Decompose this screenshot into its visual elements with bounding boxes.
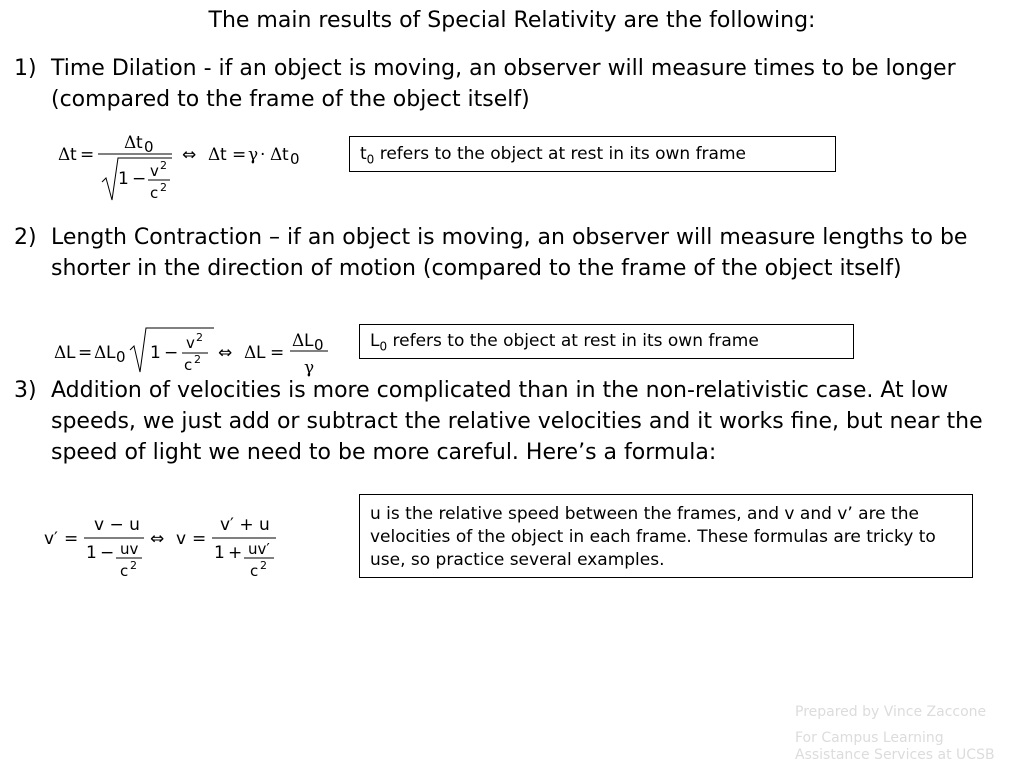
svg-text:0: 0 — [144, 138, 154, 156]
svg-text:L: L — [256, 343, 266, 363]
svg-text:1: 1 — [214, 543, 225, 563]
svg-text:Δ: Δ — [54, 343, 67, 363]
velocity-addition-formula — [40, 508, 290, 584]
svg-text:Δ: Δ — [94, 343, 107, 363]
svg-text:Δ: Δ — [58, 145, 71, 165]
svg-text:v: v — [150, 162, 159, 180]
note-symbol: L — [370, 331, 380, 351]
svg-text:2: 2 — [194, 353, 201, 366]
svg-text:v: v — [176, 529, 187, 549]
length-rest-note — [359, 324, 854, 359]
svg-text:γ: γ — [304, 358, 315, 378]
author-credit: Prepared by Vince Zaccone — [795, 704, 987, 720]
svg-text:−: − — [100, 543, 115, 563]
svg-text:Δ: Δ — [292, 331, 305, 351]
svg-text:=: = — [80, 145, 95, 165]
item-text: Length Contraction – if an object is moving, an observer will measure lengths to be shorter in the direction of motion (compared to the frame of the object itself) — [51, 225, 968, 281]
svg-text:2: 2 — [160, 159, 167, 172]
svg-text:L: L — [106, 343, 116, 363]
svg-text:c: c — [184, 356, 193, 374]
svg-text:v − u: v − u — [94, 515, 140, 535]
svg-text:=: = — [192, 529, 207, 549]
svg-text:=: = — [270, 343, 285, 363]
svg-text:−: − — [132, 169, 147, 189]
item-text: Time Dilation - if an object is moving, an observer will measure times to be longer (compared to the frame of the object itself) — [51, 56, 956, 112]
note-text: refers to the object at rest in its own frame — [387, 331, 759, 351]
svg-text:c: c — [120, 562, 129, 580]
svg-text:Δ: Δ — [208, 145, 221, 165]
svg-text:1: 1 — [118, 169, 129, 189]
svg-text:c: c — [150, 184, 159, 202]
item-number: 3) — [14, 378, 37, 403]
note-subscript: 0 — [366, 152, 375, 167]
organization-credit: For Campus Learning Assistance Services at UCSB — [795, 730, 995, 763]
svg-text:0: 0 — [314, 336, 324, 354]
svg-text:uv′: uv′ — [248, 540, 270, 558]
svg-text:1: 1 — [86, 543, 97, 563]
svg-text:2: 2 — [160, 181, 167, 194]
velocity-note: u is the relative speed between the frames, and v and v’ are the velocities of the object in each frame. These formulas are tricky to use, so practice several examples. — [359, 494, 973, 578]
svg-text:γ: γ — [248, 145, 259, 165]
svg-text:1: 1 — [150, 343, 161, 363]
svg-text:t: t — [282, 145, 289, 165]
svg-text:·: · — [260, 145, 266, 165]
item-number: 1) — [14, 56, 37, 81]
svg-text:t: t — [220, 145, 227, 165]
note-text: refers to the object at rest in its own frame — [374, 144, 746, 164]
list-item-time-dilation — [14, 53, 1014, 115]
svg-text:0: 0 — [290, 150, 300, 168]
svg-text:⇔: ⇔ — [150, 529, 165, 549]
svg-text:⇔: ⇔ — [182, 145, 197, 165]
svg-text:Δ: Δ — [124, 133, 137, 153]
item-number: 2) — [14, 225, 37, 250]
time-rest-note — [349, 136, 836, 172]
svg-text:Δ: Δ — [270, 145, 283, 165]
time-dilation-formula — [52, 126, 332, 208]
svg-text:L: L — [66, 343, 76, 363]
svg-text:+: + — [228, 543, 243, 563]
page-title: The main results of Special Relativity are the following: — [208, 8, 816, 33]
svg-text:=: = — [232, 145, 247, 165]
svg-text:2: 2 — [130, 559, 137, 572]
svg-text:=: = — [78, 343, 93, 363]
svg-text:t: t — [70, 145, 77, 165]
note-subscript: 0 — [379, 339, 388, 354]
item-text: Addition of velocities is more complicated than in the non-relativistic case. At low speeds, we just add or subtract the relative velocities and it works fine, but near the speed of light we need to be more careful. Here’s a formula: — [51, 378, 983, 465]
svg-text:c: c — [250, 562, 259, 580]
svg-text:2: 2 — [196, 331, 203, 344]
svg-text:0: 0 — [116, 348, 126, 366]
svg-text:2: 2 — [260, 559, 267, 572]
svg-text:v′: v′ — [44, 529, 58, 549]
svg-text:Δ: Δ — [244, 343, 257, 363]
svg-text:uv: uv — [120, 540, 139, 558]
svg-text:⇔: ⇔ — [218, 343, 233, 363]
svg-text:=: = — [64, 529, 79, 549]
svg-text:−: − — [164, 343, 179, 363]
list-item-length-contraction — [14, 222, 1014, 284]
svg-text:v: v — [186, 334, 195, 352]
note-symbol: t — [360, 144, 367, 164]
svg-text:v′ + u: v′ + u — [220, 515, 270, 535]
list-item-velocity-addition — [14, 375, 1014, 468]
svg-text:L: L — [304, 331, 314, 351]
svg-text:t: t — [136, 133, 143, 153]
